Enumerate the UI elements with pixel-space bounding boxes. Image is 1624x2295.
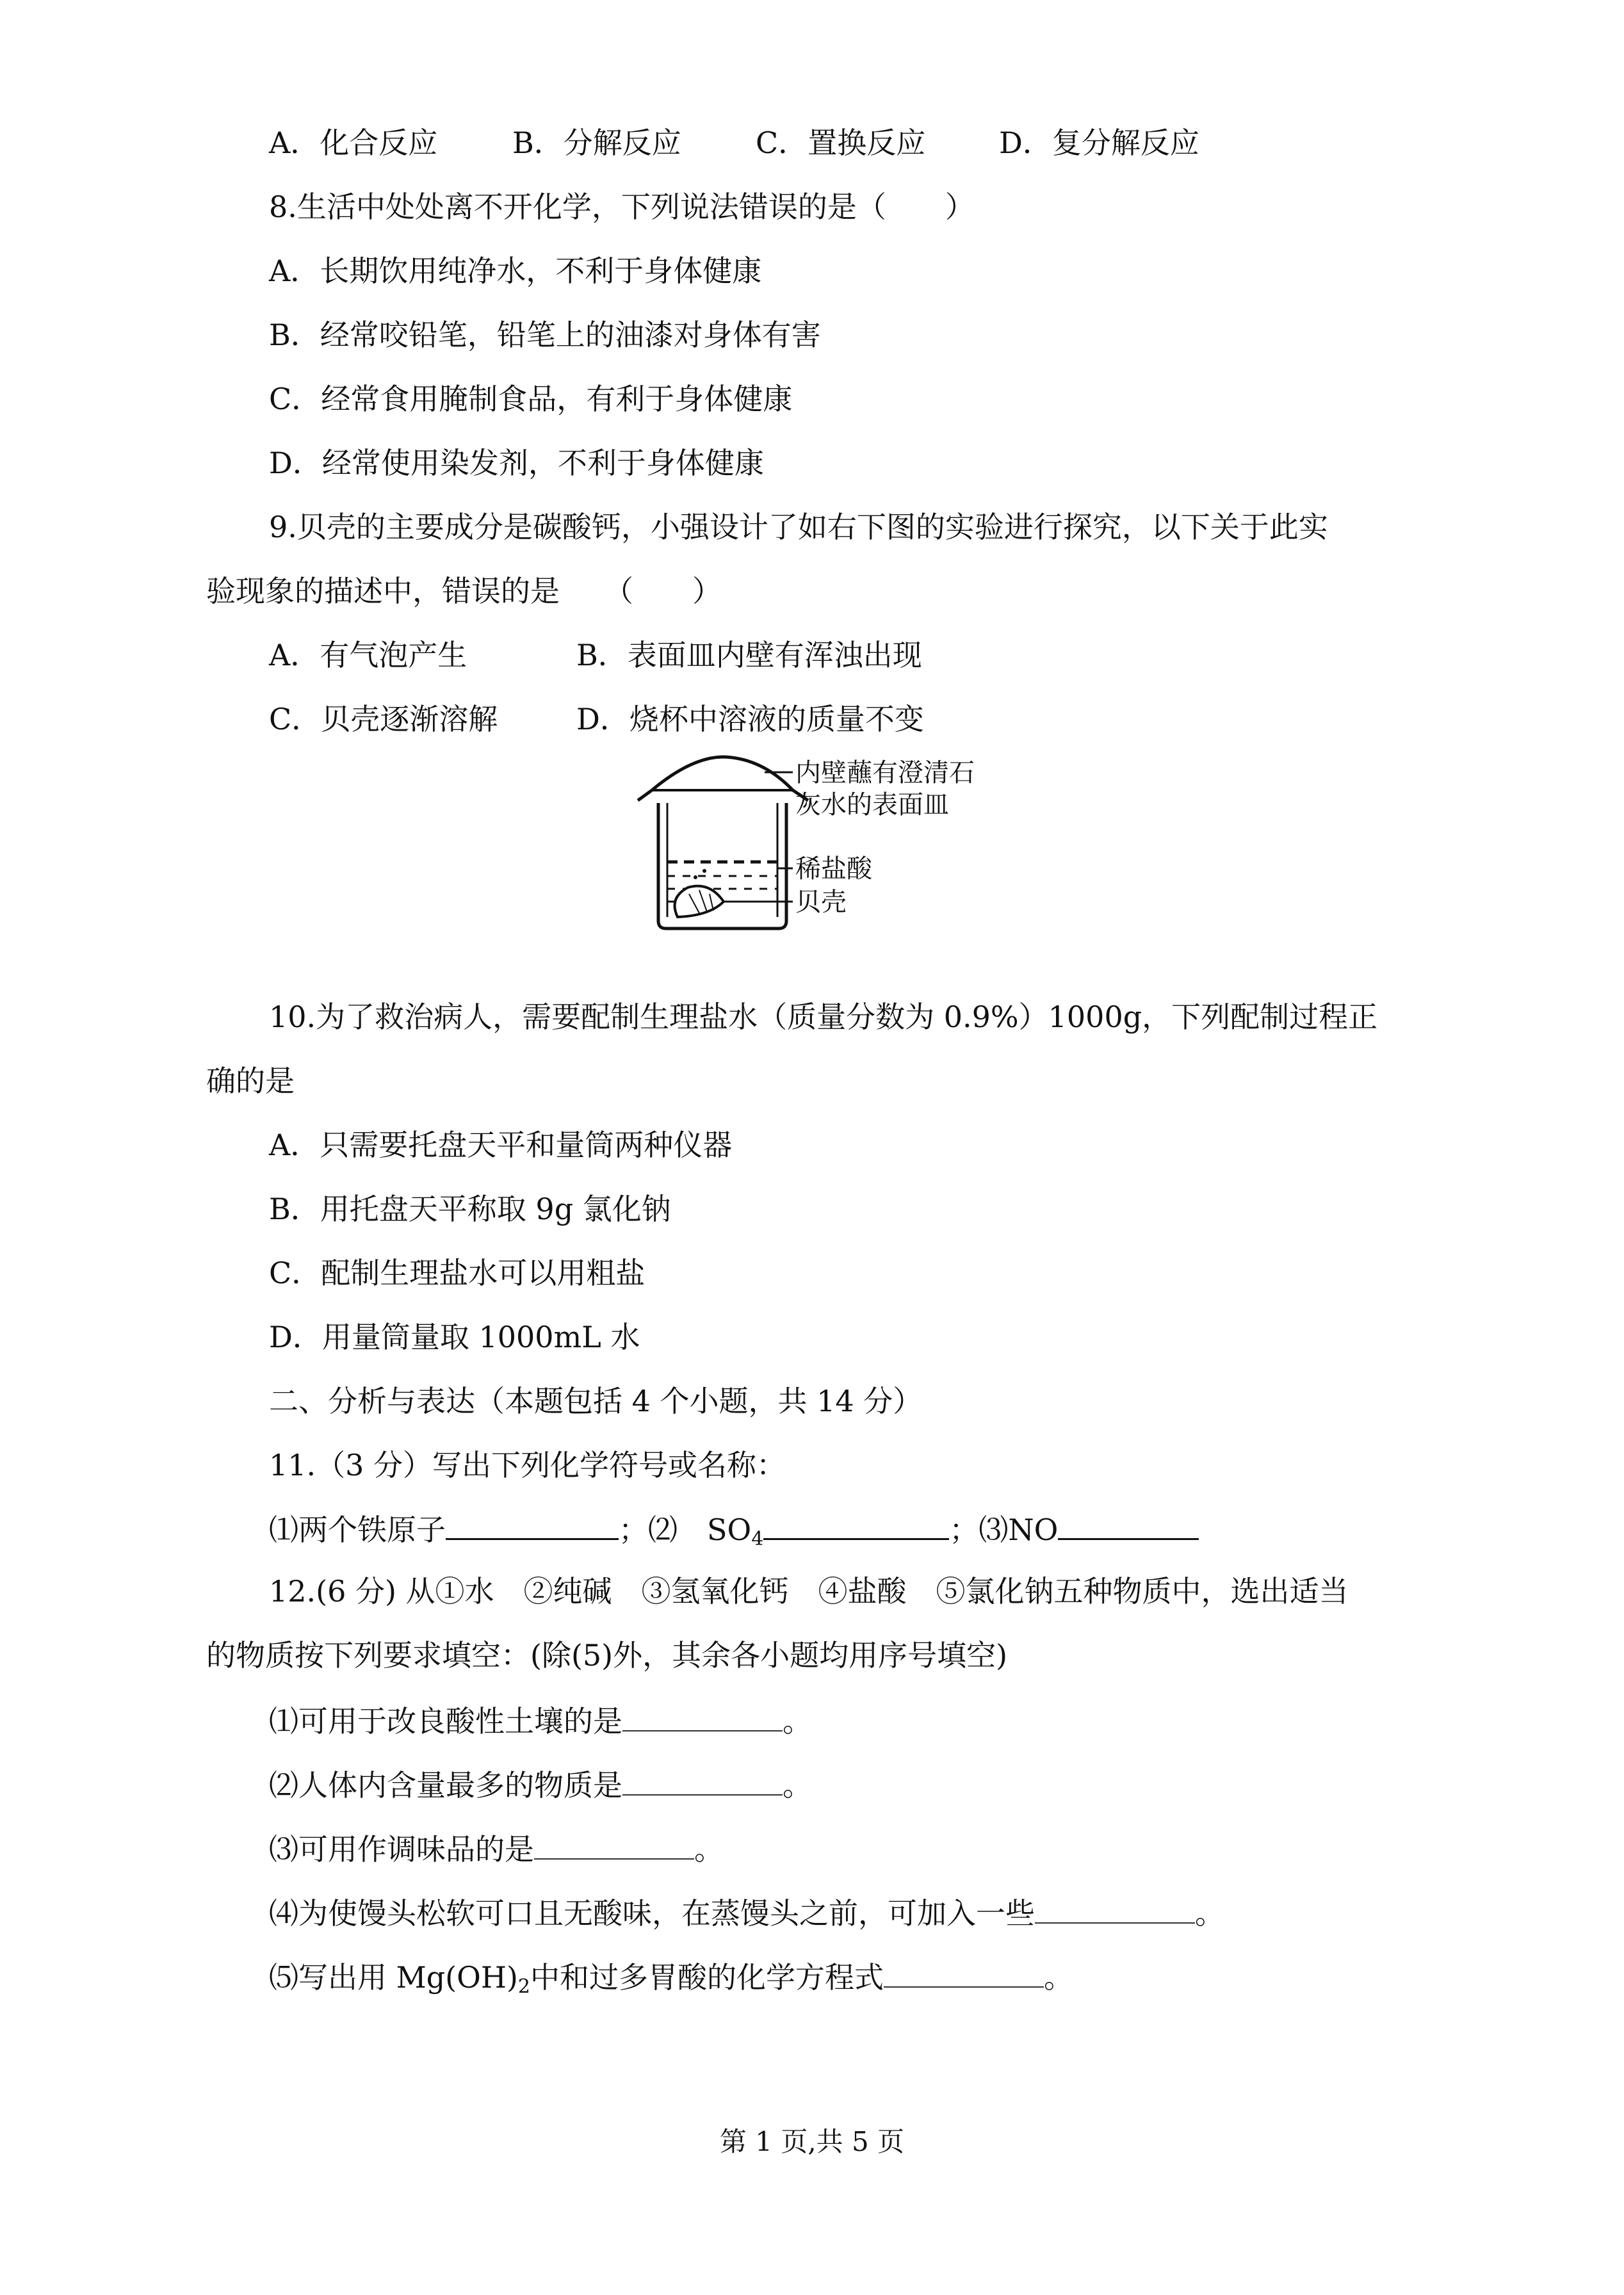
q12-item3-end: 。 [694,1832,724,1867]
q12-item5-end: 。 [1043,1960,1073,1995]
q7-option-c: C．置换反应 [756,126,926,160]
bubble [702,869,706,873]
q10-option-d: D．用量筒量取 1000mL 水 [269,1320,640,1354]
q12-item1-end: 。 [783,1704,812,1739]
q11-part3-label: ；⑶NO [949,1512,1059,1547]
q10-stem-line2: 确的是 [206,1064,295,1098]
q9-option-d: D．烧杯中溶液的质量不变 [576,702,924,736]
q11-answer-row [269,1512,1199,1549]
q11-blank-1[interactable] [446,1512,619,1540]
q8-option-d: D．经常使用染发剂，不利于身体健康 [269,446,764,480]
q9-options-row1 [269,640,922,670]
q10-option-c: C．配制生理盐水可以用粗盐 [269,1256,646,1290]
q9-option-b: B．表面皿内壁有浑浊出现 [576,638,922,672]
q9-stem-line1: 9.贝壳的主要成分是碳酸钙，小强设计了如右下图的实验进行探究，以下关于此实 [269,510,1328,544]
q12-item4-label: ⑷为使馒头松软可口且无酸味，在蒸馒头之前，可加入一些 [269,1896,1035,1931]
q12-blank-1[interactable] [622,1705,783,1731]
q12-item4 [269,1896,1224,1931]
q12-item1-label: ⑴可用于改良酸性土壤的是 [269,1704,622,1739]
bubble [694,875,697,879]
q8-option-b: B．经常咬铅笔，铅笔上的油漆对身体有害 [269,318,821,352]
q12-item5-subscript: 2 [517,1975,530,1998]
q12-item4-end: 。 [1195,1896,1224,1931]
q8-stem: 8.生活中处处离不开化学，下列说法错误的是（ ） [269,190,975,224]
section2-heading: 二、分析与表达（本题包括 4 个小题，共 14 分） [269,1384,923,1418]
q12-stem-line1: 12.(6 分) 从①水 ②纯碱 ③氢氧化钙 ④盐酸 ⑤氯化钠五种物质中，选出适当 [269,1574,1349,1609]
q10-option-b: B．用托盘天平称取 9g 氯化钠 [269,1192,671,1226]
q12-item2-end: 。 [783,1768,812,1803]
q9-option-a: A．有气泡产生 [269,638,467,672]
label-acid: 稀盐酸 [795,854,872,884]
q12-blank-3[interactable] [534,1833,694,1860]
q8-option-a: A．长期饮用纯净水，不利于身体健康 [269,254,762,288]
q12-item5-label: ⑸写出用 Mg(OH) [269,1960,518,1995]
q9-options-row2 [269,704,924,734]
q12-item2 [269,1768,812,1803]
q12-blank-4[interactable] [1035,1897,1195,1924]
label-shell: 贝壳 [795,888,847,917]
q11-blank-2[interactable] [763,1512,949,1540]
q12-stem-line2: 的物质按下列要求填空：(除(5)外，其余各小题均用序号填空) [206,1638,1008,1673]
q9-stem-line2: 验现象的描述中，错误的是 （ ） [206,574,722,608]
q11-so4-subscript: 4 [751,1528,764,1550]
experiment-figure [628,749,1037,941]
q7-option-a: A．化合反应 [269,126,438,160]
q12-item1 [269,1704,812,1739]
seashell [675,886,724,917]
q11-stem: 11.（3 分）写出下列化学符号或名称： [269,1448,786,1482]
q7-option-d: D．复分解反应 [999,126,1199,160]
q12-item5-label-post: 中和过多胃酸的化学方程式 [530,1960,884,1995]
q10-stem-line1: 10.为了救治病人，需要配制生理盐水（质量分数为 0.9%）1000g，下列配制过程正 [269,1000,1378,1034]
q12-item3-label: ⑶可用作调味品的是 [269,1832,534,1867]
q12-blank-5[interactable] [884,1961,1044,1988]
q12-item2-label: ⑵人体内含量最多的物质是 [269,1768,622,1803]
q7-option-b: B．分解反应 [512,126,681,160]
q12-item3 [269,1832,724,1867]
page-footer: 第 1 页,共 5 页 [719,2126,905,2157]
q11-part2-label: ；⑵ SO [619,1512,752,1547]
q10-option-a: A．只需要托盘天平和量筒两种仪器 [269,1128,733,1162]
q11-blank-3[interactable] [1058,1512,1199,1540]
leader-lines [724,772,793,902]
label-dish-line1: 内壁蘸有澄清石 [795,758,975,788]
q8-option-c: C．经常食用腌制食品，有利于身体健康 [269,382,793,416]
q7-options [269,128,1199,158]
q11-part1-label: ⑴两个铁原子 [269,1512,446,1547]
q9-option-c: C．贝壳逐渐溶解 [269,702,498,736]
q12-blank-2[interactable] [622,1769,783,1796]
q12-item5 [269,1961,1073,1997]
watch-glass [638,757,808,800]
label-dish-line2: 灰水的表面皿 [795,790,949,820]
